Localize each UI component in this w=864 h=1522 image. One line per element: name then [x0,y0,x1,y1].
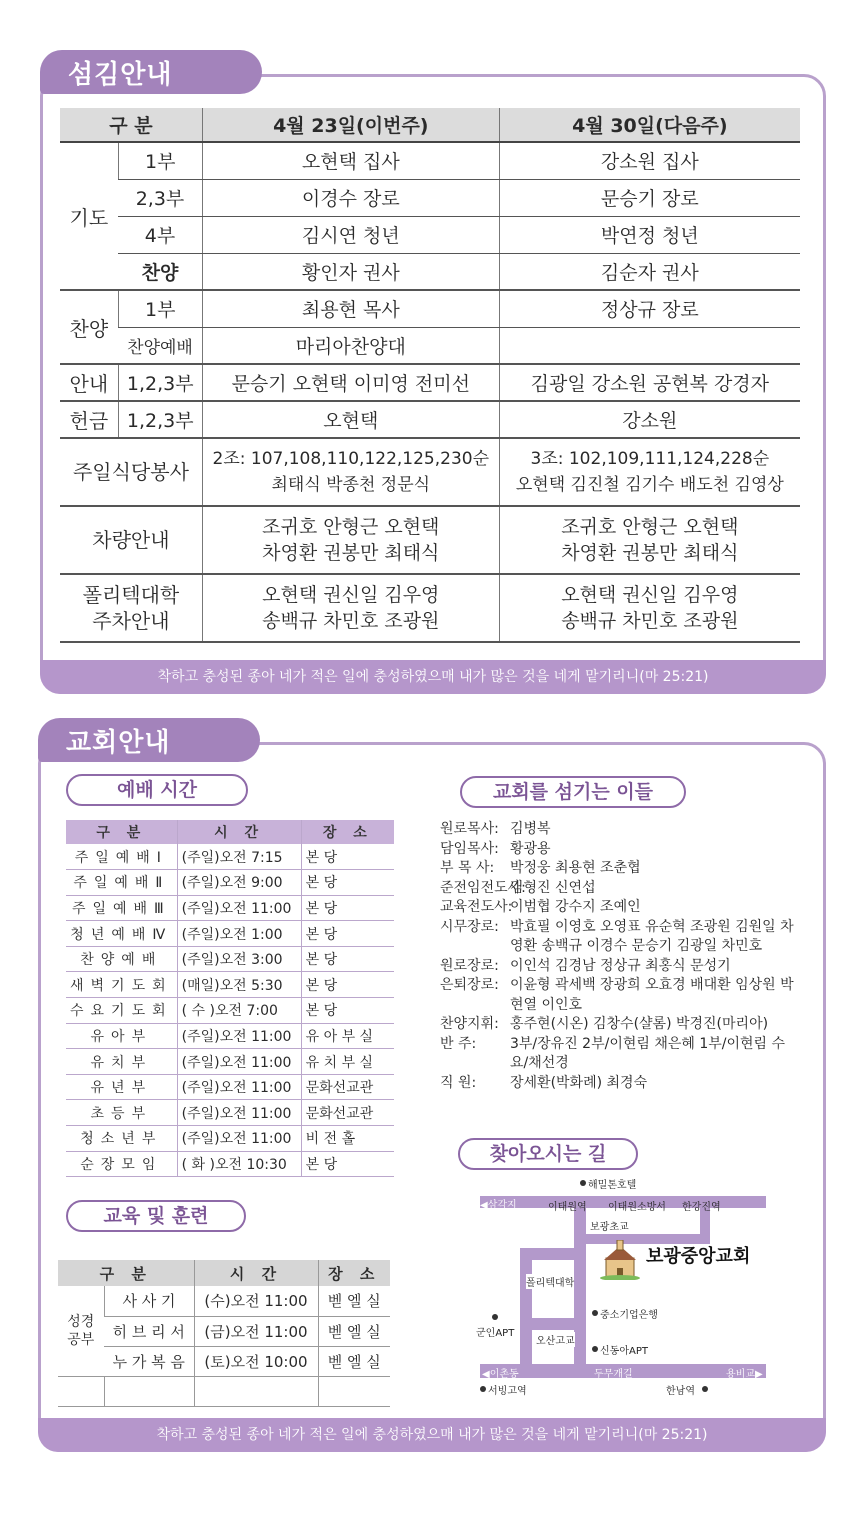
car-next [499,506,800,574]
staff-value: 홍주현(시온) 김창수(샬롬) 박경진(마리아) [510,1016,769,1032]
church-building-icon [600,1240,640,1280]
worship-time: (주일)오전 11:00 [177,1049,301,1075]
praise-sub: 1부 [118,290,202,327]
staff-row [440,1015,800,1035]
poly-this [202,574,499,642]
map-dot [592,1310,598,1316]
worship-time: (주일)오전 11:00 [177,1023,301,1049]
serve-footer: 착하고 충성된 종아 네가 적은 일에 충성하였으매 내가 많은 것을 네게 맡기리니(마 25:21) [40,660,826,694]
prayer-this: 오현택 집사 [202,142,499,179]
staff-row [440,859,800,879]
prayer-sub: 1부 [118,142,202,179]
edu-place: 벧 엘 실 [318,1286,390,1316]
praise-next [499,327,800,364]
car-label: 차량안내 [60,506,202,574]
table-row [60,179,800,216]
worship-header-category: 구 분 [66,820,177,844]
edu-place: 벧 엘 실 [318,1316,390,1346]
poly-next [499,574,800,642]
directions-map [470,1178,770,1398]
worship-place: 본 당 [301,998,394,1024]
serve-title: 섬김안내 [40,50,262,94]
worship-name: 주일예배Ⅲ [66,895,177,921]
table-row [60,142,800,179]
praise-next: 정상규 장로 [499,290,800,327]
edu-name: 히 브 리 서 [104,1316,194,1346]
table-row [66,946,394,972]
table-row [66,921,394,947]
worship-place: 문화선교관 [301,1100,394,1126]
map-ichon: ◀이촌동 [482,1369,519,1380]
guide-label: 안내 [60,364,118,401]
prayer-this: 김시연 청년 [202,216,499,253]
guide-sub: 1,2,3부 [118,364,202,401]
staff-value: 박정웅 최용현 조춘협 [510,860,641,876]
table-row [66,998,394,1024]
offering-label: 헌금 [60,401,118,438]
edu-name: 누 가 복 음 [104,1346,194,1376]
worship-table [66,820,394,1177]
worship-time: (매일)오전 5:30 [177,972,301,998]
poly-next-line2: 송백규 차민호 조광원 [561,610,739,632]
kitchen-this-line2: 최태식 박종천 정문식 [271,475,431,495]
kitchen-next-line2: 오현택 김진철 김기수 배도천 김영상 [515,475,784,495]
offering-sub: 1,2,3부 [118,401,202,438]
map-dot [592,1346,598,1352]
edu-place: 벧 엘 실 [318,1346,390,1376]
kitchen-this [202,438,499,506]
offering-this: 오현택 [202,401,499,438]
table-row [60,327,800,364]
table-row [66,972,394,998]
map-dot [492,1314,498,1320]
worship-name: 새벽기도회 [66,972,177,998]
worship-header-time: 시 간 [177,820,301,844]
offering-next: 강소원 [499,401,800,438]
kitchen-next-line1: 3조: 102,109,111,124,228순 [530,449,770,469]
kitchen-next [499,438,800,506]
table-row [60,506,800,574]
prayer-next: 박연정 청년 [499,216,800,253]
kitchen-label: 주일식당봉사 [60,438,202,506]
edu-header-time: 시 간 [194,1260,318,1286]
poly-label-line1: 폴리텍대학 [82,583,180,607]
worship-name: 초등부 [66,1100,177,1126]
map-itaewon: 이태원역 [548,1202,587,1213]
worship-name: 순장모임 [66,1151,177,1177]
table-row [66,1049,394,1075]
church-title: 교회안내 [38,718,260,762]
worship-place: 본 당 [301,921,394,947]
staff-row [440,976,800,1015]
map-gunin: 군인APT [476,1328,515,1339]
edu-time: (수)오전 11:00 [194,1286,318,1316]
worship-place: 유 치 부 실 [301,1049,394,1075]
table-row [60,438,800,506]
praise-label: 찬양 [60,290,118,364]
staff-label: 담임목사: [440,840,499,857]
worship-time: (주일)오전 11:00 [177,1100,301,1126]
kitchen-this-line1: 2조: 107,108,110,122,125,230순 [212,449,490,469]
prayer-sub: 4부 [118,216,202,253]
guide-this: 문승기 오현택 이미영 전미선 [202,364,499,401]
staff-value: 이인석 김경남 정상규 최홍식 문성기 [510,957,731,974]
worship-time: (주일)오전 7:15 [177,844,301,870]
table-row [60,364,800,401]
map-bogwang-school: 보광초교 [590,1222,629,1233]
worship-name: 청년예배Ⅳ [66,921,177,947]
edu-title: 교육 및 훈련 [66,1200,246,1232]
road-middle-vertical [574,1208,586,1364]
worship-time: (주일)오전 1:00 [177,921,301,947]
map-seobinggo: 서빙고역 [488,1386,527,1397]
table-row [60,290,800,327]
table-row [60,216,800,253]
worship-name: 유치부 [66,1049,177,1075]
header-this-week: 4월 23일(이번주) [202,108,499,142]
car-this-line1: 조귀호 안형근 오현택 [262,516,440,538]
staff-row [440,957,800,977]
car-this-line2: 차영환 권봉만 최태식 [262,542,440,564]
staff-label: 반 주: [440,1035,477,1052]
map-hangangjin: 한강진역 [682,1202,721,1213]
map-dot [480,1386,486,1392]
map-office: 이태원소방서 [608,1202,666,1213]
worship-place: 문화선교관 [301,1074,394,1100]
prayer-this: 이경수 장로 [202,179,499,216]
map-shindong: 신동아APT [600,1346,648,1357]
worship-name: 주일예배Ⅱ [66,870,177,896]
map-polytech: 폴리텍대학 [526,1274,574,1289]
staff-list [440,820,800,1093]
staff-title: 교회를 섬기는 이들 [460,776,686,808]
map-yongbi: 용비교▶ [726,1369,763,1380]
staff-label: 은퇴장로: [440,977,499,993]
staff-row [440,918,800,957]
staff-label: 찬양지휘: [440,1016,499,1032]
edu-name: 사 사 기 [104,1286,194,1316]
praise-this: 마리아찬양대 [202,327,499,364]
table-row [66,1100,394,1126]
edu-group: 성경공부 [58,1286,104,1376]
worship-place: 유 아 부 실 [301,1023,394,1049]
edu-table [58,1260,390,1407]
prayer-this: 황인자 권사 [202,253,499,290]
map-hannam: 한남역 [666,1386,695,1397]
table-row [66,1074,394,1100]
table-row [58,1346,390,1376]
table-row [66,1023,394,1049]
praise-this: 최용현 목사 [202,290,499,327]
edu-header-place: 장 소 [318,1260,390,1286]
road-left-vertical [520,1248,532,1364]
road-lower-horizontal [532,1318,574,1330]
staff-row [440,879,800,899]
table-row [60,253,800,290]
worship-time: ( 화 )오전 10:30 [177,1151,301,1177]
prayer-next: 문승기 장로 [499,179,800,216]
staff-value: 김병복 [510,821,551,837]
staff-value: 장세환(박화례) 최경숙 [510,1074,648,1091]
staff-row [440,1035,800,1074]
edu-time: (금)오전 11:00 [194,1316,318,1346]
prayer-label: 기도 [60,142,118,290]
car-next-line1: 조귀호 안형근 오현택 [561,516,739,538]
map-dumuge: 두무개길 [594,1369,633,1380]
header-next-week: 4월 30일(다음주) [499,108,800,142]
worship-place: 본 당 [301,946,394,972]
staff-label: 직 원: [440,1074,477,1091]
car-next-line2: 차영환 권봉만 최태식 [561,542,739,564]
church-footer: 착하고 충성된 종아 네가 적은 일에 충성하였으매 내가 많은 것을 네게 맡기리니(마 25:21) [38,1418,826,1452]
staff-value: 3부/장유진 2부/이현림 채은혜 1부/이현림 수요/채선경 [510,1035,786,1071]
worship-place: 비 전 홀 [301,1126,394,1152]
staff-label: 준전임전도사: [440,879,526,896]
edu-time: (토)오전 10:00 [194,1346,318,1376]
table-row [66,895,394,921]
staff-label: 부 목 사: [440,860,495,876]
serve-table [60,108,800,643]
worship-time: (주일)오전 11:00 [177,895,301,921]
worship-name: 청소년부 [66,1126,177,1152]
worship-name: 수요기도회 [66,998,177,1024]
staff-row [440,820,800,840]
staff-row [440,840,800,860]
table-row [60,574,800,642]
worship-name: 유년부 [66,1074,177,1100]
table-row [66,1151,394,1177]
worship-time: (주일)오전 9:00 [177,870,301,896]
map-dot [580,1180,586,1186]
staff-label: 원로장로: [440,957,499,974]
road-upper-horizontal [532,1248,574,1260]
map-church-name: 보광중앙교회 [646,1246,751,1267]
map-osan: 오산고교 [536,1332,575,1347]
map-samgakji: ◀삼각지 [480,1200,517,1211]
edu-header-category: 구 분 [58,1260,194,1286]
worship-place: 본 당 [301,1151,394,1177]
prayer-next: 강소원 집사 [499,142,800,179]
map-dot [702,1386,708,1392]
staff-value: 이윤형 곽세백 장광희 오효경 배대환 임상원 박현열 이인호 [510,977,794,1013]
worship-time: (주일)오전 3:00 [177,946,301,972]
worship-time: (주일)오전 11:00 [177,1126,301,1152]
staff-row [440,898,800,918]
praise-sub: 찬양예배 [118,327,202,364]
prayer-sub: 찬양 [118,253,202,290]
table-row [58,1316,390,1346]
table-row [58,1286,390,1316]
worship-name: 주일예배Ⅰ [66,844,177,870]
map-hamilton: 해밀톤호텔 [588,1180,637,1191]
staff-value: 박효필 이영호 오영표 유순혁 조광원 김원일 차영환 송백규 이경수 문승기 김광일 차민호 [510,918,794,954]
poly-this-line2: 송백규 차민호 조광원 [262,610,440,632]
worship-place: 본 당 [301,870,394,896]
header-category: 구 분 [60,108,202,142]
worship-place: 본 당 [301,844,394,870]
worship-place: 본 당 [301,972,394,998]
poly-next-line1: 오현택 권신일 김우영 [561,584,739,606]
worship-name: 유아부 [66,1023,177,1049]
staff-label: 교육전도사: [440,899,513,915]
staff-label: 시무장로: [440,918,499,935]
table-row [66,870,394,896]
poly-this-line1: 오현택 권신일 김우영 [262,584,440,606]
worship-time: (주일)오전 11:00 [177,1074,301,1100]
map-title: 찾아오시는 길 [458,1138,638,1170]
poly-label-line2: 주차안내 [92,609,170,633]
staff-value: 김형진 신연섭 [510,879,596,896]
table-row-empty [58,1376,390,1406]
worship-time: ( 수 )오전 7:00 [177,998,301,1024]
worship-header-place: 장 소 [301,820,394,844]
poly-label [60,574,202,642]
worship-name: 찬양예배 [66,946,177,972]
worship-place: 본 당 [301,895,394,921]
guide-next: 김광일 강소원 공현복 강경자 [499,364,800,401]
prayer-next: 김순자 권사 [499,253,800,290]
worship-title: 예배 시간 [66,774,248,806]
table-row [66,844,394,870]
prayer-sub: 2,3부 [118,179,202,216]
staff-label: 원로목사: [440,821,499,837]
staff-row [440,1074,800,1094]
table-row [60,401,800,438]
staff-value: 황광용 [510,840,551,857]
map-smb: 중소기업은행 [600,1310,658,1321]
staff-value: 이범협 강수지 조예인 [510,899,641,915]
car-this [202,506,499,574]
table-row [66,1126,394,1152]
